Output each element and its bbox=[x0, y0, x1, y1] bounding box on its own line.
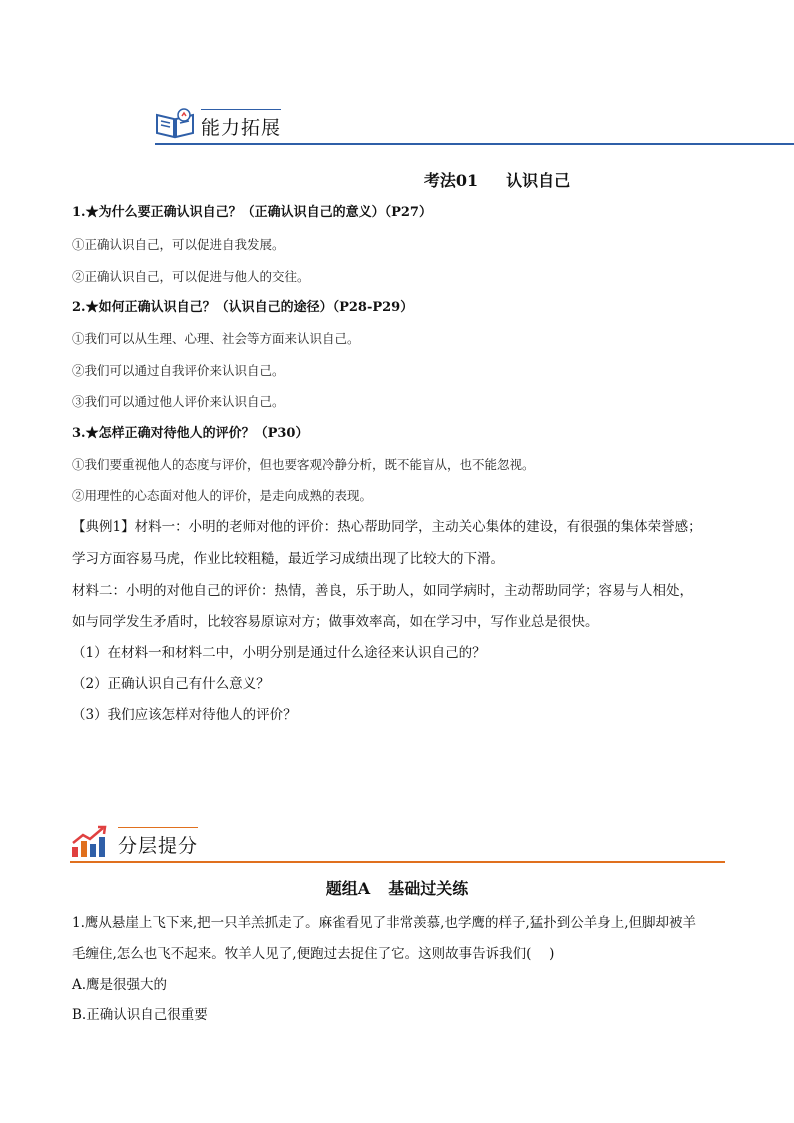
example-question: （3）我们应该怎样对待他人的评价？ bbox=[72, 707, 297, 723]
question-heading-3: 3.★怎样正确对待他人的评价？（P30） bbox=[72, 426, 309, 441]
option-a: A.鹰是很强大的 bbox=[72, 977, 168, 993]
method-label: 考法01 bbox=[423, 171, 479, 190]
question-heading-2: 2.★如何正确认识自己？（认识自己的途径）（P28-P29） bbox=[72, 300, 414, 315]
exercise-line: 毛缠住,怎么也飞不起来。牧羊人见了,便跑过去捉住了它。这则故事告诉我们( ) bbox=[72, 946, 555, 962]
book-icon bbox=[155, 107, 195, 139]
method-name: 认识自己 bbox=[506, 171, 571, 190]
example-line: 如与同学发生矛盾时，比较容易原谅对方；做事效率高，如在学习中，写作业总是很快。 bbox=[72, 614, 599, 630]
example-line: 材料二：小明的对他自己的评价：热情，善良，乐于助人，如同学病时，主动帮助同学；容易与人相处， bbox=[72, 583, 693, 599]
example-question: （2）正确认识自己有什么意义？ bbox=[72, 676, 270, 692]
header-topline bbox=[201, 109, 281, 110]
list-item: ①我们可以从生理、心理、社会等方面来认识自己。 bbox=[72, 331, 360, 346]
list-item: ①我们要重视他人的态度与评价，但也要客观冷静分析，既不能盲从，也不能忽视。 bbox=[72, 457, 535, 472]
list-item: ②我们可以通过自我评价来认识自己。 bbox=[72, 363, 285, 378]
section-header-layered bbox=[70, 823, 725, 865]
list-item: ①正确认识自己，可以促进自我发展。 bbox=[72, 237, 285, 252]
list-item: ②用理性的心态面对他人的评价，是走向成熟的表现。 bbox=[72, 488, 373, 503]
header-rule bbox=[70, 861, 725, 863]
section-header-ability bbox=[155, 103, 794, 147]
group-label: 题组A bbox=[325, 879, 371, 898]
example-line: 学习方面容易马虎，作业比较粗糙，最近学习成绩出现了比较大的下滑。 bbox=[72, 551, 504, 567]
list-item: ②正确认识自己，可以促进与他人的交往。 bbox=[72, 269, 310, 284]
header-topline bbox=[118, 827, 198, 828]
section-title: 能力拓展 bbox=[201, 117, 282, 139]
list-item: ③我们可以通过他人评价来认识自己。 bbox=[72, 394, 285, 409]
example-line: 【典例1】材料一：小明的老师对他的评价：热心帮助同学，主动关心集体的建设，有很强的集体荣誉感； bbox=[72, 519, 702, 535]
header-rule bbox=[155, 143, 794, 145]
section-title: 分层提分 bbox=[118, 835, 199, 857]
group-name: 基础过关练 bbox=[388, 879, 469, 898]
option-b: B.正确认识自己很重要 bbox=[72, 1007, 208, 1023]
group-title bbox=[0, 876, 794, 899]
example-question: （1）在材料一和材料二中，小明分别是通过什么途径来认识自己的？ bbox=[72, 645, 486, 661]
exercise-line: 1.鹰从悬崖上飞下来,把一只羊羔抓走了。麻雀看见了非常羡慕,也学鹰的样子,猛扑到公羊身上,但脚却被羊 bbox=[72, 915, 697, 931]
bar-chart-icon bbox=[70, 825, 108, 859]
question-heading-1: 1.★为什么要正确认识自己？（正确认识自己的意义）（P27） bbox=[72, 205, 432, 220]
method-title bbox=[100, 168, 794, 191]
